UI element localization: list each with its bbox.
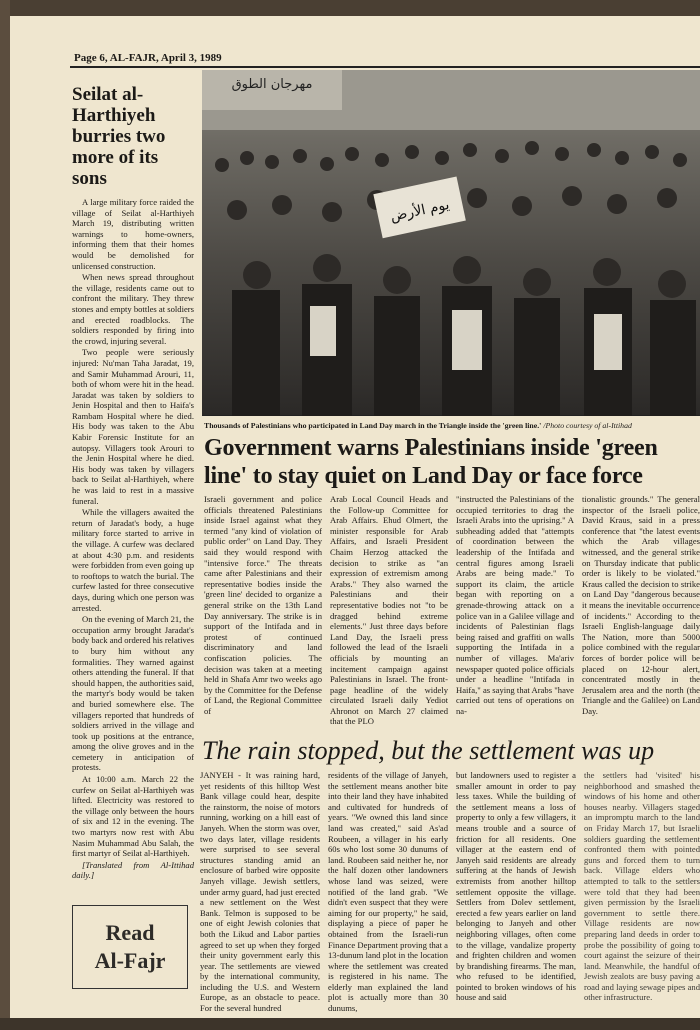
settlement-col-4: the settlers had 'visited' his neighborhood and smashed the windows of his home and other houses nearby. Villagers staged an impromptu march to the land on Friday March 17, but Israeli soldiers guarding the settlement confronted them with pointed guns and forced them to turn back. Village elders who attempted to talk to the settlers were told that they had been given permission by the Israeli government to settle there. Village residents are now preparing land deeds in order to probe the possibility of going to court against the seizure of their land. Meanwhile, the handful of Jewish zealots are busy paving a road and laying sewage pipes and other infrastructure. — [584, 770, 700, 1003]
ad-line-2: Al-Fajr — [94, 948, 166, 973]
page-folio: Page 6, AL-FAJR, April 3, 1989 — [74, 52, 222, 64]
left-story-body — [72, 197, 194, 881]
light-clothing — [310, 306, 622, 370]
land-day-photo — [202, 70, 700, 416]
caption-credit: /Photo courtesy of al-Ittihad — [543, 421, 632, 430]
binder-left-edge — [0, 0, 10, 1030]
protest-sign — [373, 177, 465, 239]
left-story — [72, 84, 194, 881]
settlement-col-2: residents of the village of Janyeh, the settlement means another bite into their land they have inhabited and cultivated for hundreds of years. "We owned this land since land was created," said As'ad Roubeen, a villager in his early 60s who lost some 30 dunums of land. Roubeen said neither he, nor the half dozen other landowners whose land was seized, were notified of the land grab. "We didn't even suspect that they were aiming for our property," he said, displaying a piece of paper he obtained from the Israeli-run Finance Department proving that a 13-dunum land plot in the location where the settlement was created is registered in his name. The elderly man explained the land plot is actually more than 30 dunums, — [328, 770, 448, 1014]
binder-top-edge — [0, 0, 700, 16]
ad-line-1: Read — [105, 920, 155, 945]
read-alfajr-box — [72, 905, 188, 989]
photo-caption — [204, 421, 700, 431]
left-story-paragraph: While the villagers awaited the return of Jaradat's body, a huge military force started to arrive in the village. A curfew was declared at about 4:30 p.m. and residents were forbidden from even going up to rooftops to watch the burial. The curfew lasted for three consecutive days, during which one person was arrested. — [72, 507, 194, 613]
main-headline: Government warns Palestinians inside 'green line' to stay quiet on Land Day or face force — [204, 435, 658, 489]
left-story-paragraph: At 10:00 a.m. March 22 the curfew on Seilat al-Harthiyeh was lifted. Electricity was restored to the village only between the hours of six and 12 in the evening. The two martyrs now rest with Abu Nasim Muhammad Abu Salah, the first martyr of Seilat al-Harthiyeh. — [72, 774, 194, 859]
main-story-col-2: Arab Local Council Heads and the Follow-up Committee for Arab Affairs. Ehud Olmert, the minister responsible for Arab Affairs, and Israeli President Chaim Herzog attacked the decision to strike as "an expression of extremism among Arabs." They also warned the Palestinians and their representative bodies not "to be dragged behind extreme elements." Just three days before Land Day, the Israeli press followed the lead of the Israeli officials by mounting an incitement campaign against Palestinians in Israel. The front-page headline of the widely circulated Israeli daily Yediot Ahronot on March 27 claimed that the PLO — [330, 494, 448, 727]
sign-text: يوم الأرض — [388, 196, 451, 225]
left-story-paragraph: When news spread throughout the village, residents came out to confront the military. They threw stones and empty bottles at soldiers and erected roadblocks. The soldiers responded by firing into the crowd, injuring several. — [72, 272, 194, 346]
left-story-paragraph: A large military force raided the village of Seilat al-Harthiyeh March 19, distributing written warnings to home-owners, informing them that their homes would be demolished for unlicensed construction. — [72, 197, 194, 271]
left-story-paragraph: On the evening of March 21, the occupation army brought Jaradat's body back and ordered his relatives to bury him without any formalities. They warned against others attending the funeral. If that should happen, the authorities said, the martyr's body would be taken and buried somewhere else. The villagers reported that hundreds of soldiers arrived in the village and took up positions at the entrance, among the olive groves and in the cemetery in anticipation of protests. — [72, 614, 194, 773]
left-story-headline: Seilat al-Harthiyeh burries two more of its sons — [72, 84, 166, 189]
caption-text: Thousands of Palestinians who participated in Land Day march in the Triangle inside the 'green line.' — [204, 421, 542, 430]
main-story-col-4: tionalistic grounds." The general inspector of the Israeli police, David Kraus, said in a press conference that "the latest events which the Arab villages witnessed, and the general strike on Thursday indicate that public order is likely to be violated." Kraus called the decision to strike on Land Day "dangerous because it means the inevitable occurrence of incidents." According to the Israeli English-language daily The Nation, more than 5000 police combined with the regular forces of border police will be placed on 12-hour alert, concentrated mostly in the Jerusalem area and the north (the Triangle and the Galilee) on Land Day. — [582, 494, 700, 716]
main-story-col-3: "instructed the Palestinians of the occupied territories to drag the Israeli Arabs into the uprising." A subheading added that "attempts of coordination between the leadership of the Intifada and central figures among Israeli Arabs are being made." To support its claim, the article began with reporting on a grenade-throwing attack on a police van in a Galilee village and incidents of Palestinian flags being raised and graffiti on walls supporting the Intifada in a number of villages. Ma'ariv newspaper quoted police officials under a headline "Intifada in Haifa," as saying that Arabs "have carried out tens of operations on na- — [456, 494, 574, 716]
crowd-illustration — [202, 70, 700, 416]
main-story-col-1: Israeli government and police officials threatened Palestinians inside Israel against what they termed "any kind of violation of public order" on Land Day. They said they would respond with "intensive force." The threats came after Palestinians and their representative bodies inside the 'green line' decided to organize a general strike on the 13th Land Day anniversary. The strike is in support of the Intifada and in protest of continued discriminatory and land confiscation policies. The decision was taken at a meeting held in Shafa Amr two weeks ago by the Committee for the Defense of Land, the Regional Committee of — [204, 494, 322, 716]
left-story-credit: [Translated from Al-Ittihad daily.] — [72, 859, 194, 881]
binder-bottom-edge — [0, 1018, 700, 1030]
settlement-col-1: JANYEH - It was raining hard, yet residents of this hilltop West Bank village could hear, despite the rainstorm, the noise of motors running, working on a hill east of Janyeh. When the storm was over, two days later, village residents were surprised to see several structures standing amid an enclosure of barbed wire opposite Janyeh village. Jewish settlers, under army guard, had just erected a new settlement on the West Bank. Telmon is supposed to be one of eight Jewish colonies that both the Likud and Labor parties agreed to set up when they forged their unity government early this year. The settlements are viewed by the international community, including the U.S. and Western Europe, as an obstacle to peace. For the several hundred — [200, 770, 320, 1014]
photo-banner-text: مهرجان الطوق — [231, 77, 313, 92]
folio-rule — [70, 66, 700, 68]
left-story-paragraph: Two people were seriously injured: Nu'man Taha Jaradat, 19, and Samir Muhammad Arouri, 11, both of whom were hit in the head. Jaradat was taken by soldiers to Jenin Hospital and then to Haifa's Rambam Hospital where he died. His body was taken to the Abu Kabir Forensic Institute for an autopsy. Villagers took Arouri to the Jenin Hospital where he died. His body was taken by villagers back to Seilat al-Harthiyeh, where he was laid to rest in a massive funeral. — [72, 347, 194, 506]
settlement-headline: The rain stopped, but the settlement was up — [202, 736, 655, 765]
settlement-col-3: but landowners used to register a smaller amount in order to pay less taxes. While the building of the settlement means a loss of property to only a few villagers, it means trouble and a source of friction for all residents. One villager at the eastern end of Janyeh said residents are already suffering at the hands of Jewish extremists from another hilltop settlement opposite the village. Settlers from Dolev settlement, erected a few years earlier on land belonging to Janyeh and other neighboring villages, often come to the village, vandalize property and frighten children and women by brandishing firearms. The man, who refused to be identified, pointed to broken windows of his house and said — [456, 770, 576, 1003]
